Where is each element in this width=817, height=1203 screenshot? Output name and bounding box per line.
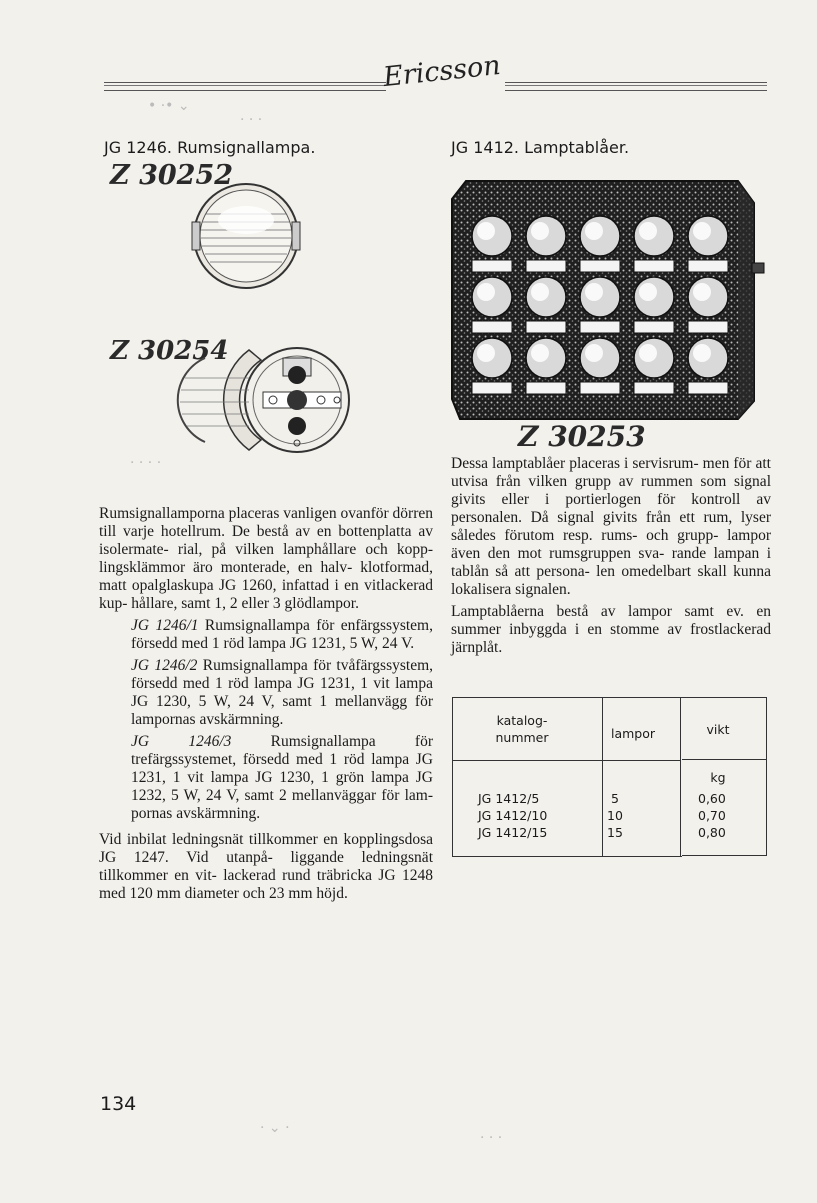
table-bottom-extension: [682, 855, 767, 856]
table-header-lamps: lampor: [610, 726, 656, 741]
page-number: 134: [100, 1093, 137, 1115]
signal-lamp-open-image: [165, 338, 350, 463]
spec-table-frame: [452, 697, 730, 857]
cell-catalog: JG 1412/10: [478, 808, 548, 823]
left-intro: Rumsignallamporna placeras vanligen ovanför dörren till varje hotellrum. De bestå av en bottenplatta av isolermate- rial, på vilken lamphållare och kopp- lingsklämmor äro monterade, en halv- klotformad, matt opalglaskupa JG 1260, infattad i en vitlackerad kup- hållare, samt 1, 2 eller 3 glödlampor.: [99, 505, 433, 612]
table-header-weight: vikt: [706, 722, 730, 737]
cell-weight: 0,60: [698, 791, 726, 806]
cell-weight: 0,70: [698, 808, 726, 823]
left-outro: Vid inbilat ledningsnät tillkommer en kopplingsdosa JG 1247. Vid utanpå- liggande ledningsnät tillkommer en vit- lackerad rund träbricka JG 1248 med 120 mm diameter och 23 mm höjd.: [99, 831, 433, 902]
variant-2-code: JG 1246/2: [131, 657, 198, 674]
header-rule-left: [104, 82, 386, 91]
signal-lamp-dome-image: [190, 180, 302, 292]
cell-weight: 0,80: [698, 825, 726, 840]
handwritten-code-1: Z 30252: [110, 160, 234, 191]
variant-1-text: Rumsignallampa för enfärgssystem, försedd med 1 röd lampa JG 1231, 5 W, 24 V.: [131, 617, 433, 652]
table-top-extension: [682, 697, 767, 698]
cell-lamps: 15: [607, 825, 623, 840]
cell-catalog: JG 1412/5: [478, 791, 540, 806]
header-rule-right: [505, 82, 767, 91]
cell-catalog: JG 1412/15: [478, 825, 548, 840]
ericsson-logo: Ericsson: [381, 49, 503, 94]
left-column-text: [99, 505, 433, 907]
right-paragraph-2: Lamptablåerna bestå av lampor samt ev. en summer inbyggda i en stomme av frostlackerad järnplåt.: [451, 603, 771, 656]
table-mid-extension: [682, 759, 767, 760]
variant-3-code: JG 1246/3: [131, 733, 232, 750]
table-row: [452, 790, 752, 841]
cell-lamps: 10: [607, 808, 623, 823]
table-header-catalog: katalog- nummer: [495, 713, 549, 745]
variant-2-text: Rumsignallampa för tvåfärgssystem, försedd med 1 röd lampa JG 1231, 1 vit lampa JG 1230, 5 W, 24 V, samt 1 mellanvägg för lampornas avskärmning.: [131, 657, 434, 728]
table-right-border: [766, 697, 767, 856]
variant-3: [99, 733, 433, 823]
right-item-title: JG 1412. Lamptablåer.: [451, 138, 630, 157]
variant-1-code: JG 1246/1: [131, 617, 199, 634]
handwritten-code-3: Z 30253: [518, 420, 646, 453]
cell-lamps: 5: [611, 791, 619, 806]
lamp-panel-image: [448, 173, 766, 423]
variant-2: [99, 657, 433, 729]
handwritten-code-2: Z 30254: [110, 336, 229, 366]
right-paragraph-1: Dessa lamptablåer placeras i servisrum- men för att utvisa från vilken grupp av rummen som signal givits eller i portierlogen för kontroll av personalen. Då signal givits från ett rum, lyser således förutom resp. rums- och grupp- lampor även den mot rumsgruppen sva- rande lampan i tablån så att persona- len omedelbart skall kunna lokalisera signalen.: [451, 455, 771, 598]
right-column-text: [451, 455, 771, 661]
variant-3-text: Rumsignallampa för trefärgssystemet, försedd med 1 röd lampa JG 1231, 1 vit lampa JG 1230, 1 grön lampa JG 1232, 5 W, 24 V, samt 2 mellanväggar för lam- pornas avskärmning.: [131, 733, 433, 822]
table-unit-weight: kg: [710, 770, 726, 785]
variant-1: [99, 617, 433, 653]
left-item-title: JG 1246. Rumsignallampa.: [104, 138, 316, 157]
